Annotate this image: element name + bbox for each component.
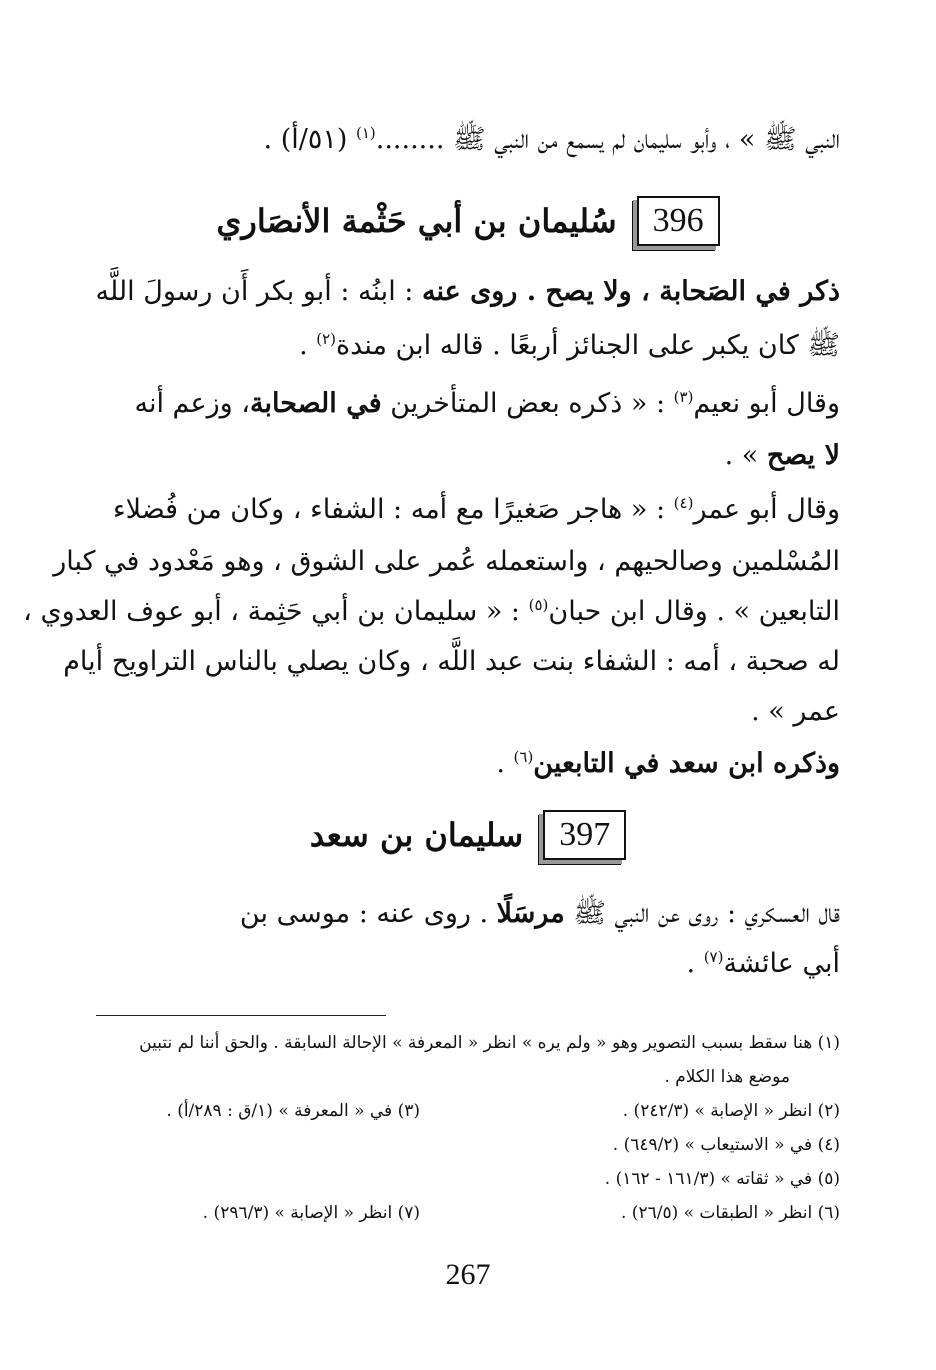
footnote-ref-6: (٦) xyxy=(513,748,534,766)
entry-title-396: سُليمان بن أبي حَثْمة الأنصَاري xyxy=(216,202,617,240)
text: قال العسكري : روى عن النبي ﷺ xyxy=(564,898,840,929)
text-line-396-3 xyxy=(96,384,840,424)
footnote-ref-2: (٢) xyxy=(316,330,337,348)
text: . روى عنه : موسى بن xyxy=(239,898,497,929)
footnote-4: (٤) في « الاستيعاب » (٦٤٩/٢) . xyxy=(612,1135,840,1155)
bold-text: ذكر في الصَحابة ، ولا يصح . روى عنه xyxy=(421,276,840,307)
text: التابعين » . وقال ابن حبان xyxy=(548,596,840,627)
footnote-ref-7: (٧) xyxy=(703,948,724,966)
text: . xyxy=(686,948,704,979)
footnote-ref-1: (١) xyxy=(355,124,376,142)
footnote-ref-5: (٥) xyxy=(528,596,549,614)
text: أبي عائشة xyxy=(723,948,840,979)
text-line-396-2 xyxy=(96,326,840,366)
text: : « سليمان بن أبي حَثِمة ، أبو عوف العدوي ، xyxy=(23,596,529,627)
bold-text: مرسَلًا xyxy=(496,898,565,929)
text: وقال أبو عمر xyxy=(693,494,840,525)
text: عمر » . xyxy=(751,696,840,727)
text-line-397-2 xyxy=(96,944,840,984)
footnote-7: (٧) انظر « الإصابة » (٢٩٦/٣) . xyxy=(202,1203,420,1223)
footnote-1: (١) هنا سقط بسبب التصوير وهو « ولم يره » انظر « المعرفة » الإحالة السابقة . والحق أننا لم نتبين xyxy=(139,1033,840,1053)
text: ﷺ كان يكبر على الجنائز أربعًا . قاله ابن مندة xyxy=(336,330,840,361)
text-line-396-5 xyxy=(96,490,840,530)
footnote-ref-3: (٣) xyxy=(673,388,694,406)
text: وقال أبو نعيم xyxy=(693,388,840,419)
entry-number-396: 396 xyxy=(637,196,720,246)
line-1-end: (٥١/أ) . xyxy=(263,124,356,155)
text: ، وزعم أنه xyxy=(134,388,250,419)
text-line-396-6 xyxy=(53,542,840,582)
bold-text: في الصحابة xyxy=(250,388,382,419)
entry-heading-397 xyxy=(0,810,936,860)
footnote-3: (٣) في « المعرفة » (١/ق : ٢٨٩/أ) . xyxy=(166,1101,420,1121)
text-line-396-10 xyxy=(96,744,840,784)
entry-heading-396 xyxy=(0,196,936,246)
text-line-396-7 xyxy=(23,592,840,632)
entry-title-397: سليمان بن سعد xyxy=(309,816,524,854)
text-line-396-8 xyxy=(63,642,840,682)
text: : ابنُه : أبو بكر أَن رسولَ اللَّه xyxy=(95,276,422,307)
text: : « هاجر صَغيرًا مع أمه : الشفاء ، وكان من فُضلاء xyxy=(112,494,674,525)
text-line-396-1 xyxy=(96,272,840,312)
footnote-2: (٢) انظر « الإصابة » (٢٤٢/٣) . xyxy=(622,1101,840,1121)
footnote-1-continuation: موضع هذا الكلام . xyxy=(664,1067,790,1087)
text: . xyxy=(496,748,514,779)
text: . xyxy=(299,330,317,361)
line-1-text: النبي ﷺ » ، وأبو سليمان لم يسمع من النبي ﷺ ........ xyxy=(375,124,840,155)
text-line-1 xyxy=(96,120,840,160)
page-number: 267 xyxy=(445,1258,491,1291)
text: له صحبة ، أمه : الشفاء بنت عبد اللَّه ، وكان يصلي بالناس التراويح أيام xyxy=(63,646,840,677)
bold-text: لا يصح xyxy=(766,440,840,471)
entry-number-397: 397 xyxy=(543,810,626,860)
footnote-ref-4: (٤) xyxy=(673,494,694,512)
text: المُسْلمين وصالحيهم ، واستعمله عُمر على الشوق ، وهو مَعْدود في كبار xyxy=(53,546,840,577)
text-line-396-9 xyxy=(96,692,840,732)
footnote-6: (٦) انظر « الطبقات » (٢٦/٥) . xyxy=(621,1203,840,1223)
bold-text: وذكره ابن سعد في التابعين xyxy=(533,748,840,779)
footnote-separator xyxy=(96,1015,386,1016)
text: : « ذكره بعض المتأخرين xyxy=(381,388,674,419)
footnote-5: (٥) في « ثقاته » (١٦١/٣ - ١٦٢) . xyxy=(604,1169,840,1189)
text-line-396-4 xyxy=(96,436,840,476)
text: » . xyxy=(724,440,767,471)
text-line-397-1 xyxy=(96,894,840,934)
